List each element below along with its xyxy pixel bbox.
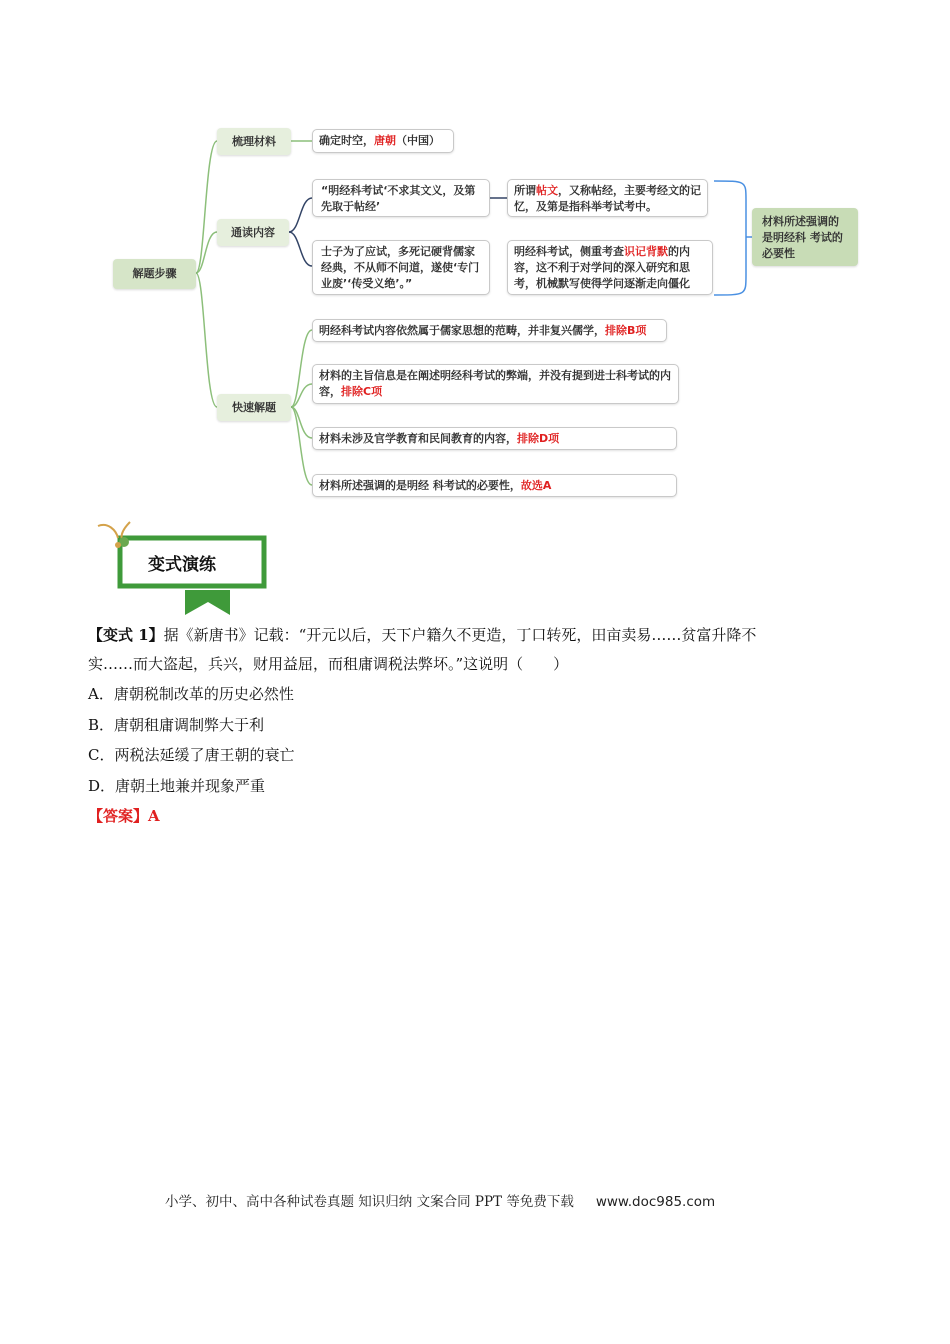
solution-d-highlight: 排除D项 <box>517 432 560 445</box>
solution-c-text: 材料的主旨信息是在阐述明经科考试的弊端，并没有提到进士科考试的内容， <box>319 369 671 398</box>
solution-c-highlight: 排除C项 <box>341 385 383 398</box>
explain-2-highlight: 识记背默 <box>624 245 668 258</box>
quote-box-1 <box>312 179 490 217</box>
mindmap-root: 解题步骤 <box>113 259 196 289</box>
solution-d-text: 材料未涉及官学教育和民间教育的内容， <box>319 432 517 445</box>
explain-box-1 <box>507 179 708 217</box>
branch-sort-material: 梳理材料 <box>217 128 291 155</box>
solution-a-highlight: 故选A <box>520 479 552 492</box>
step-time-space-prefix: 确定时空， <box>319 134 374 147</box>
question-stem-line1 <box>88 622 756 648</box>
solution-box-a <box>312 474 677 497</box>
answer-line <box>88 803 160 829</box>
explain-box-2 <box>507 240 713 295</box>
solution-b-highlight: 排除B项 <box>605 324 647 337</box>
branch-quick-solve: 快速解题 <box>217 394 291 421</box>
summary-text: 材料所述强调的是明经科 考试的必要性 <box>762 215 843 260</box>
solution-box-d <box>312 427 677 450</box>
step-time-space-suffix: （中国） <box>396 134 440 147</box>
footer <box>165 1190 715 1210</box>
explain-2-suffix: 的内容，这不利于对学问的深入研究和思考，机械默写使得学问逐渐走向僵化 <box>514 245 690 290</box>
explain-1-suffix: ，又称帖经，主要考经文的记忆，及第是指科举考试考中。 <box>514 184 701 213</box>
question-tag: 【变式 1】 <box>88 626 164 644</box>
footer-url[interactable]: www.doc985.com <box>595 1194 716 1210</box>
solution-box-c <box>312 364 679 404</box>
solution-box-b <box>312 319 667 342</box>
option-a: A．唐朝税制改革的历史必然性 <box>88 685 294 703</box>
option-d: D．唐朝土地兼并现象严重 <box>88 777 266 795</box>
option-b: B．唐朝租庸调制弊大于利 <box>88 716 265 734</box>
explain-2-prefix: 明经科考试，侧重考查 <box>514 245 624 258</box>
solution-a-text: 材料所述强调的是明经 科考试的必要性， <box>319 479 521 492</box>
banner-title: 变式演练 <box>148 555 216 575</box>
explain-1-highlight: 帖文 <box>536 184 558 197</box>
question-stem-line2: 实……而大盗起，兵兴，财用益屈，而租庸调税法弊坏。”这说明（ ） <box>88 655 569 673</box>
branch-read-content: 通读内容 <box>217 219 289 246</box>
solution-b-text: 明经科考试内容依然属于儒家思想的范畴，并非复兴儒学， <box>319 324 605 337</box>
step-time-space-highlight: 唐朝 <box>374 134 396 147</box>
quote-2-text: 士子为了应试，多死记硬背儒家经典，不从师不问道，遂使‘专门业废’‘传受义绝’。” <box>321 245 480 290</box>
quote-box-2 <box>312 240 490 295</box>
answer-value: A <box>148 807 160 825</box>
mind-map <box>0 0 950 520</box>
summary-box <box>752 208 858 266</box>
section-banner <box>90 520 280 620</box>
footer-text: 小学、初中、高中各种试卷真题 知识归纳 文案合同 PPT 等免费下载 <box>165 1194 574 1210</box>
explain-1-prefix: 所谓 <box>514 184 536 197</box>
option-c: C．两税法延缓了唐王朝的衰亡 <box>88 746 295 764</box>
answer-label: 【答案】 <box>88 807 149 825</box>
step-time-space <box>312 129 454 153</box>
quote-1-text: “明经科考试‘不求其文义，及第先取于帖经’ <box>321 184 476 213</box>
question-stem-1: 据《新唐书》记载：“开元以后，天下户籍久不更造，丁口转死，田亩卖易……贫富升降不 <box>163 626 757 644</box>
